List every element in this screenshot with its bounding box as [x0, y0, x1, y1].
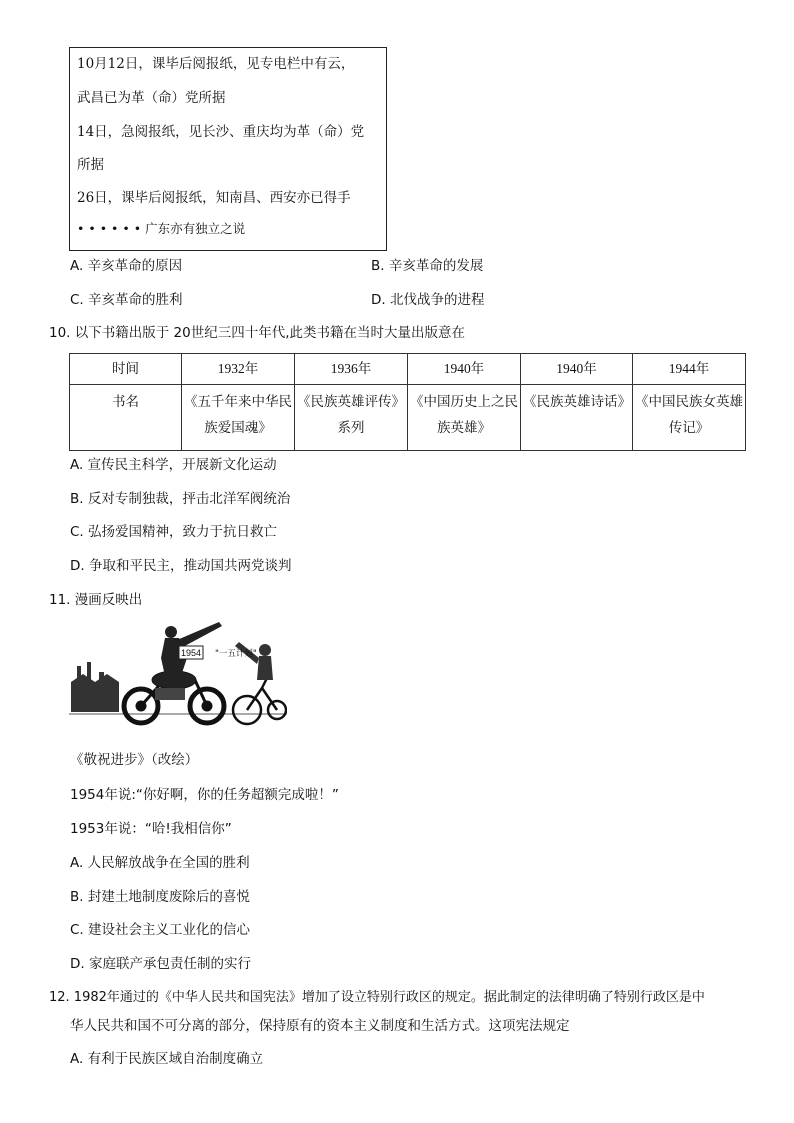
diary-line: 武昌已为革（命）党所据 [77, 90, 226, 106]
table-cell: 《中国历史上之民族英雄》 [408, 385, 521, 451]
table-row [70, 354, 746, 385]
q11-stem: 11. 漫画反映出 [49, 592, 143, 608]
q11-option-d: D. 家庭联产承包责任制的实行 [70, 956, 251, 972]
q12-option-a: A. 有利于民族区域自治制度确立 [70, 1051, 264, 1067]
q9-option-d: D. 北伐战争的进程 [371, 292, 485, 308]
motorcycle [124, 671, 224, 723]
table-cell: 1932年 [182, 354, 295, 385]
q11-option-b: B. 封建土地制度废除后的喜悦 [70, 889, 250, 905]
q10-option-b: B. 反对专制独裁，抨击北洋军阀统治 [70, 491, 291, 507]
q11-option-a: A. 人民解放战争在全国的胜利 [70, 855, 250, 871]
table-cell: 1940年 [521, 354, 633, 385]
table-cell: 《民族英雄评传》系列 [295, 385, 408, 451]
table-cell: 《民族英雄诗话》 [521, 385, 633, 451]
q10-option-a: A. 宣传民主科学，开展新文化运动 [70, 457, 277, 473]
quote-1953: 1953年说：“哈!我相信你” [70, 821, 232, 837]
table-cell: 1936年 [295, 354, 408, 385]
cartoon-illustration [69, 618, 287, 730]
plan-banner: "一五计划" [215, 649, 257, 659]
q12-stem-line1: 12. 1982年通过的《中华人民共和国宪法》增加了设立特别行政区的规定。据此制定的法律明确了特别行政区是中 [49, 990, 705, 1005]
plate-label: 1954 [181, 648, 202, 658]
diary-line: 所据 [77, 157, 104, 173]
q11-option-c: C. 建设社会主义工业化的信心 [70, 922, 251, 938]
bicycle [233, 678, 286, 724]
table-cell: 1944年 [633, 354, 746, 385]
diary-excerpt-box [69, 47, 387, 251]
table-cell: 1940年 [408, 354, 521, 385]
q9-option-b: B. 辛亥革命的发展 [371, 258, 484, 274]
table-cell: 《五千年来中华民族爱国魂》 [182, 385, 295, 451]
q10-option-d: D. 争取和平民主，推动国共两党谈判 [70, 558, 292, 574]
diary-line: 26日，课毕后阅报纸，知南昌、西安亦已得手 [77, 190, 351, 206]
table-header-title: 书名 [70, 385, 182, 451]
q10-option-c: C. 弘扬爱国精神，致力于抗日救亡 [70, 524, 278, 540]
cartoon-caption: 《敬祝进步》（改绘） [70, 752, 199, 768]
q9-option-c: C. 辛亥革命的胜利 [70, 292, 183, 308]
quote-1954: 1954年说:“你好啊，你的任务超额完成啦！” [70, 787, 339, 803]
diary-line: 10月12日，课毕后阅报纸，见专电栏中有云， [77, 56, 355, 72]
rider-1953 [235, 642, 273, 680]
q10-stem: 10. 以下书籍出版于 20世纪三四十年代,此类书籍在当时大量出版意在 [49, 325, 466, 341]
diary-line: • • • • • • 广东亦有独立之说 [77, 221, 246, 236]
diary-line: 14日，急阅报纸，见长沙、重庆均为革（命）党 [77, 124, 365, 140]
table-header-time: 时间 [70, 354, 182, 385]
table-row [70, 385, 746, 451]
q9-option-a: A. 辛亥革命的原因 [70, 258, 183, 274]
table-cell: 《中国民族女英雄传记》 [633, 385, 746, 451]
q12-stem-line2: 华人民共和国不可分离的部分，保持原有的资本主义制度和生活方式。这项宪法规定 [70, 1018, 570, 1034]
books-table [69, 353, 746, 451]
